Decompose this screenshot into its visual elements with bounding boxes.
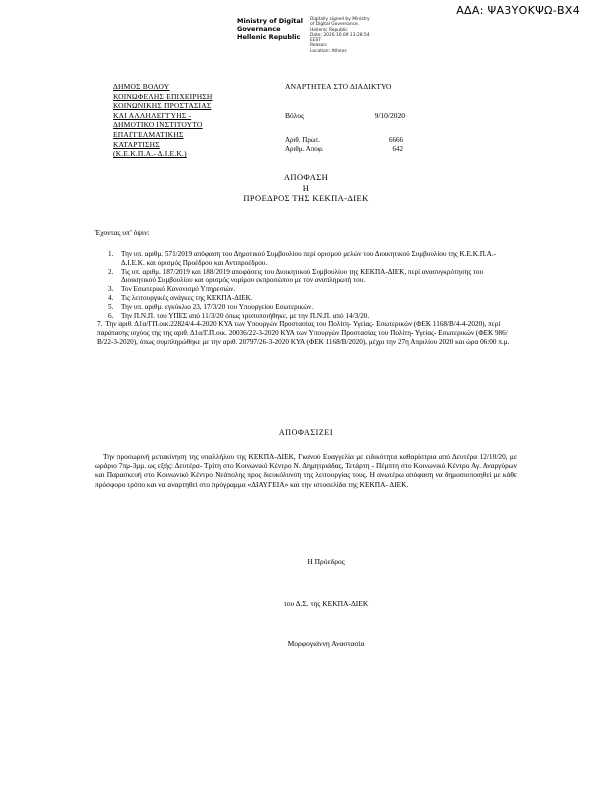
organization-line: ΚΑΙ ΑΛΛΗΛΕΓΓΥΗΣ - bbox=[113, 110, 192, 120]
city-label: Βόλος bbox=[285, 111, 305, 120]
item-text: Την υπ. αριθμ. εγκύκλιο 23, 17/3/20 του Υπουργείου Εσωτερικών. bbox=[121, 302, 313, 311]
board-line: του Δ.Σ. της ΚΕΚΠΑ-ΔΙΕΚ bbox=[283, 599, 369, 608]
signature-detail-line: Digitally signed by Ministry bbox=[310, 17, 370, 22]
signature-detail-line: of Digital Governance, bbox=[310, 22, 360, 28]
considerations-list bbox=[97, 250, 511, 347]
item-text: Τις λειτουργικές ανάγκες της ΚΕΚΠΑ-ΔΙΕΚ. bbox=[121, 293, 253, 302]
ministry-name-line: Hellenic Republic bbox=[237, 33, 301, 41]
organization-line: ΚΑΤΑΡΤΙΣΗΣ bbox=[113, 139, 160, 149]
digital-signature-stamp bbox=[237, 17, 397, 54]
protocol-label: Αριθ. Πρωτ. bbox=[285, 136, 321, 144]
organization-line: ΚΟΙΝΩΝΙΚΗΣ ΠΡΟΣΤΑΣΙΑΣ bbox=[113, 101, 212, 111]
title-i: Η bbox=[302, 182, 310, 193]
protocol-value: 6666 bbox=[389, 136, 403, 144]
anartitea-label: ΑΝΑΡΤΗΤΕΑ ΣΤΟ ΔΙΑΔΙΚΤΥΟ bbox=[285, 82, 392, 91]
item-number: 5. bbox=[108, 302, 114, 311]
title-apofasi: ΑΠΟΦΑΣΗ bbox=[283, 172, 329, 182]
decides-heading: ΑΠΟΦΑΣΙΖΕΙ bbox=[278, 428, 334, 437]
item-text: Τον Εσωτερικό Κανονισμό Υπηρεσιών. bbox=[121, 285, 236, 294]
protocol-block bbox=[285, 136, 403, 153]
item-text: Την Π.Ν.Π. του ΥΠΕΣ από 11/3/20 όπως τροποποιήθηκε, με την Π.Ν.Π. από 14/3/20. bbox=[121, 311, 370, 320]
place-date-row bbox=[285, 111, 405, 120]
item-number: 2. bbox=[108, 267, 114, 276]
protocol-value: 642 bbox=[392, 144, 403, 153]
ministry-name-line: Governance bbox=[237, 25, 281, 33]
signature-detail-line: Location: Athens bbox=[310, 48, 347, 54]
signature-detail-line: Reason: bbox=[310, 43, 328, 49]
protocol-row bbox=[285, 136, 403, 145]
preamble-intro: Έχοντας υπ’ όψιν: bbox=[95, 228, 150, 237]
president-title: Η Πρόεδρος bbox=[307, 557, 345, 566]
signature-detail-line: Hellenic Republic bbox=[310, 27, 348, 33]
protocol-label: Αριθμ. Αποφ. bbox=[285, 144, 324, 153]
title-proedros: ΠΡΟΕΔΡΟΣ ΤΗΣ ΚΕΚΠΑ-ΔΙΕΚ bbox=[243, 193, 369, 203]
item-number: 1. bbox=[108, 250, 114, 258]
signature-details bbox=[310, 17, 394, 54]
item-text: Την υπ. αριθμ. 571/2019 απόφαση του Δημοτικού Συμβουλίου περί ορισμού μελών του Διοικητικού Συμβουλίου της Κ.Ε.Κ.Π.Α.-Δ.Ι.Ε.Κ. και ορισμός Προέδρου και Αντιπροέδρου. bbox=[121, 250, 497, 267]
decision-paragraph: Την προσωρινή μετακίνηση της υπαλλήλου της ΚΕΚΠΑ-ΔΙΕΚ, Γκανού Ευαγγελία με ειδικότητα καθαρίστρια από Δευτέρα 12/10/20, με ωράριο 7πμ-3μμ. ως εξής: Δευτέρα- Τρίτη στο Κοινωνικό Κέντρο Ν. Δημητριάδας, Τετάρτη - Πέμπτη στο Κοινωνικό Κέντρο Αγ. Αναργύρων και Παρασκευή στο Κοινωνικό Κέντρο Νεάπολης προς διευκόλυνση της λειτουργίας τους. Η ανωτέρω απόφαση να δημοσιοποιηθεί με κάθε πρόσφορο τρόπο και να αναρτηθεί στο πρόγραμμα «ΔΙΑΥΓΕΙΑ» και την ιστοσελίδα της ΚΕΚΠΑ- ΔΙΕΚ. bbox=[95, 452, 517, 489]
consideration-item bbox=[108, 285, 511, 294]
decision-title bbox=[0, 172, 612, 204]
protocol-row bbox=[285, 145, 403, 154]
organization-block bbox=[113, 82, 213, 159]
organization-line: ΔΗΜΟΤΙΚΟ ΙΝΣΤΙΤΟΥΤΟ bbox=[113, 120, 203, 130]
item-number: 7. bbox=[97, 320, 103, 329]
item-text: Την αριθ. Δ1α/ΓΠ.οικ.22824/4-4-2020 ΚΥΑ των Υπουργών Προστασίας του Πολίτη- Υγείας- Εσωτερικών (ΦΕΚ 1168/Β/4-4-2020), περί παράτασης ισχύος της της αριθ. Δ1α/Γ.Π.οικ. 20036/22-3-2020 ΚΥΑ των Υπουργών Προστασίας του Πολίτη- Υγείας- Εσωτερικών (ΦΕΚ 986/Β/22-3-2020), όπως συμπληρώθηκε με την αριθ. 20797/26-3-2020 ΚΥΑ (ΦΕΚ 1168/Β/2020), μέχρι την 27η Απριλίου 2020 και ώρα 06:00 π.μ. bbox=[97, 320, 510, 346]
ada-code: ΑΔΑ: ΨΑ3ΥΟΚΨΩ-ΒΧ4 bbox=[456, 4, 580, 17]
item-number: 6. bbox=[108, 311, 114, 320]
ministry-name bbox=[237, 17, 305, 54]
organization-line: ΕΠΑΓΓΕΛΜΑΤΙΚΗΣ bbox=[113, 129, 184, 139]
consideration-item bbox=[108, 250, 511, 268]
signature-detail-line: EEST bbox=[310, 38, 322, 44]
signature-detail-line: Date: 2020.10.09 13:28:54 bbox=[310, 32, 370, 38]
consideration-item bbox=[97, 320, 511, 346]
item-text: Τις υπ. αριθμ. 187/2019 και 188/2019 αποφάσεις του Διοικητικού Συμβουλίου της ΚΕΚΠΑ-ΔΙΕΚ, περί ανασυγκρότησης του Διοικητικού Συμβουλίου και ορισμός νομίμου εκπροσώπου με τον αναπληρωτή του. bbox=[121, 267, 484, 285]
organization-line: ΔΗΜΟΣ ΒΟΛΟΥ bbox=[113, 82, 170, 91]
date-value: 9/10/2020 bbox=[374, 111, 405, 120]
ministry-name-line: Ministry of Digital bbox=[237, 17, 304, 25]
organization-line: (Κ.Ε.Κ.Π.Α.- Δ.Ι.Ε.Κ.) bbox=[113, 149, 187, 159]
consideration-item bbox=[108, 294, 511, 303]
item-number: 4. bbox=[108, 293, 114, 302]
president-name: Μορφογιάννη Αναστασία bbox=[287, 639, 365, 648]
consideration-item bbox=[108, 303, 511, 312]
organization-line: ΚΟΙΝΩΦΕΛΗΣ ΕΠΙΧΕΙΡΗΣΗ bbox=[113, 91, 213, 101]
consideration-item bbox=[108, 268, 511, 286]
consideration-item bbox=[108, 312, 511, 321]
item-number: 3. bbox=[108, 285, 114, 294]
